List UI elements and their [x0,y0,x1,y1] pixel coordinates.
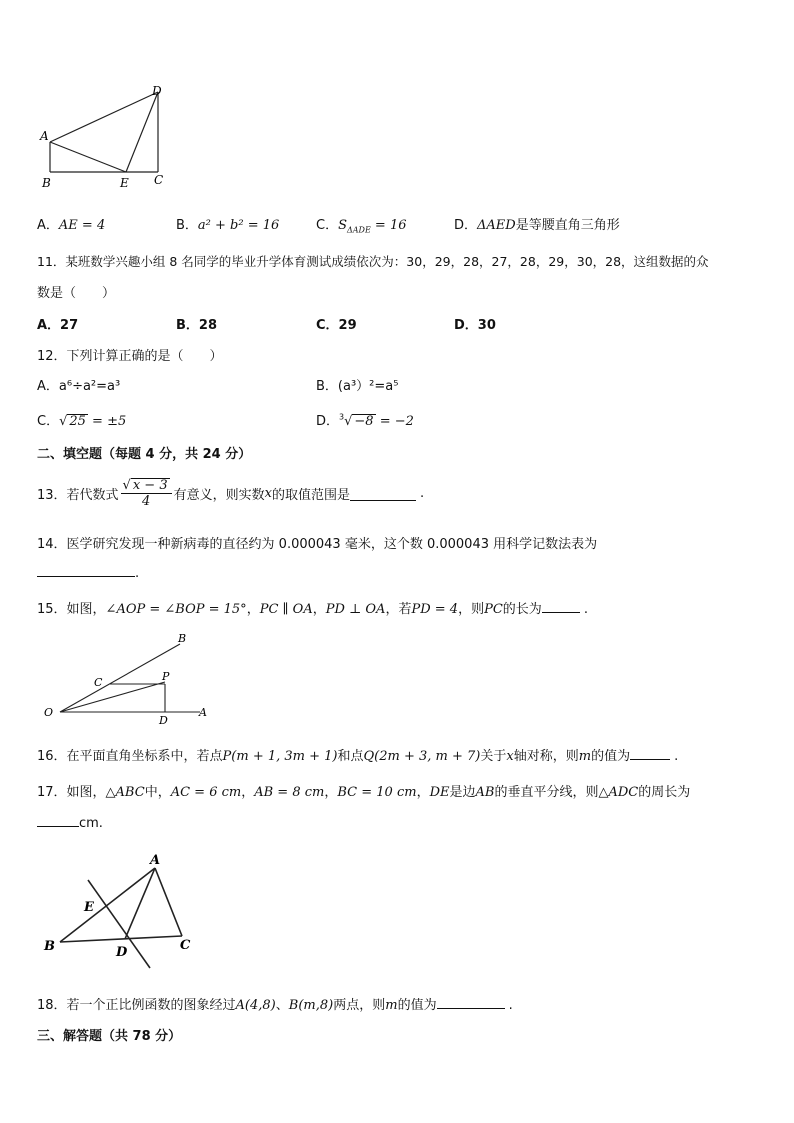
q11-line2: 数是（ ） [37,286,116,301]
q13-denominator: 4 [141,493,151,509]
label-e: E [84,900,94,915]
q15-c2: ， [312,602,326,617]
q12-option-c: C．√ 25 = ±5 [37,414,127,429]
q16-mid2: 关于 [480,749,507,764]
q16-point-p: P(m + 1, 3m + 1) [222,749,338,764]
q17-post: 的周长为 [638,785,691,800]
q13-answer-blank[interactable] [350,486,416,501]
q15 [37,598,588,617]
q15-pre: 15．如图， [37,602,106,617]
q12-d-radicand: −8 [354,414,374,429]
label-e: E [120,176,129,190]
q10-option-c [316,214,407,235]
q11-option-b: B．28 [176,318,217,333]
q16-var: m [578,749,592,764]
q16-axis: x [506,749,514,764]
q10-b-math: a² + b² = 16 [197,218,280,233]
q10-d-letter: D． [454,218,478,233]
q16-post: 的值为 [591,749,631,764]
q12-option-a: A．a⁶÷a²=a³ [37,379,121,394]
q15-m1: ∠AOP = ∠BOP = 15° [105,602,247,617]
q10-c-letter: C． [316,218,339,233]
q12-d-rest: = −2 [375,414,414,429]
q17-tri: △ABC [105,785,145,800]
q16-point-q: Q(2m + 3, m + 7) [363,749,481,764]
q18-sep: 、 [275,998,289,1013]
q18-pre: 18．若一个正比例函数的图象经过 [37,998,236,1013]
q10-c-s: S [338,218,347,233]
q17-bc: BC = 10 cm [337,785,417,800]
q17-c1: ， [241,785,255,800]
q17-pre: 17．如图， [37,785,106,800]
q13-numerator: x − 3 [132,477,168,493]
q10-option-a [37,214,105,233]
q10-option-b [176,214,279,233]
q10-c-rest: = 16 [370,218,407,233]
figure-triangle-abc [40,850,210,975]
q16-pre: 16．在平面直角坐标系中，若点 [37,749,223,764]
q17-line1 [37,781,690,800]
q15-m3: PD ⊥ OA [325,602,386,617]
q15-c3: ，若 [385,602,412,617]
q10-d-math: ΔAED [477,218,516,233]
q18-end: . [508,998,513,1013]
label-p: P [162,670,170,683]
q15-c4: ，则 [458,602,485,617]
q16-mid: 和点 [337,749,364,764]
section-3-heading: 三、解答题（共 78 分） [37,1029,182,1044]
q10-a-letter: A． [37,218,59,233]
q13-pre: 13．若代数式 [37,487,119,503]
section-2-heading: 二、填空题（每题 4 分，共 24 分） [37,447,252,462]
q17-mid2: 的垂直平分线，则 [494,785,599,800]
q11-option-a: A．27 [37,318,79,333]
q13 [37,472,424,514]
figure-quadrilateral [36,82,176,192]
q17-c2: ， [324,785,338,800]
q17-de: DE [429,785,450,800]
label-c: C [154,173,164,187]
q13-end: . [419,485,425,501]
q12-c-radicand: 25 [69,414,86,429]
label-a: A [40,129,49,143]
q12-d-letter: D． [316,414,340,429]
q17-zh: 中， [144,785,171,800]
label-a: A [150,853,161,868]
q17-answer-blank[interactable] [37,812,79,827]
label-d: D [152,84,162,98]
q17-ab: AB = 8 cm [254,785,325,800]
q11-option-d: D．30 [454,318,496,333]
q13-var: x [264,485,272,501]
label-d: D [159,714,168,725]
q13-fraction: $\frac{√ x - 3}{4}$ [121,478,172,509]
q12-d-index: 3 [339,412,345,422]
q15-m4: PD = 4 [411,602,459,617]
q18-point-b: B(m,8) [288,998,334,1013]
label-c: C [180,938,191,953]
q10-d-text: 是等腰直角三角形 [515,218,620,233]
q12-option-d: D．$^3$√ −8 = −2 [316,412,414,429]
q16 [37,745,678,764]
q14-line2 [37,562,139,581]
q17-c3: ， [416,785,430,800]
q10-option-d [454,214,620,233]
q13-post: 的取值范围是 [271,487,350,503]
q14-answer-blank[interactable] [37,562,135,577]
q16-mid3: 轴对称，则 [513,749,579,764]
q15-c1: ， [246,602,260,617]
q11-line1: 11．某班数学兴趣小组 8 名同学的毕业升学体育测试成绩依次为：30，29，28，27，28，29，30，28，这组数据的众 [37,254,709,269]
q12-c-rest: = ±5 [87,414,127,429]
q15-end: . [583,602,588,617]
q18-point-a: A(4,8) [235,998,276,1013]
q17-ac: AC = 6 cm [170,785,242,800]
q18-answer-blank[interactable] [437,994,505,1009]
q12-option-b: B．(a³）²=a⁵ [316,379,399,394]
q17-line2 [37,812,103,831]
q15-answer-blank[interactable] [542,598,580,613]
label-d: D [116,945,128,960]
q12-c-letter: C． [37,414,60,429]
q15-m2: PC ∥ OA [259,602,313,617]
label-c: C [94,676,103,689]
q18-mid: 两点，则 [333,998,386,1013]
q17-abv: AB [475,785,495,800]
q18-var: m [385,998,398,1013]
q10-a-math: AE = 4 [58,218,106,233]
q17-unit: cm. [79,816,103,831]
q16-end: . [674,749,679,764]
figure-angle-opa [40,630,215,725]
label-b: B [178,632,187,645]
label-o: O [44,706,54,719]
label-b: B [44,939,55,954]
q16-answer-blank[interactable] [630,745,670,760]
q18-post: 的值为 [397,998,437,1013]
q15-post: 的长为 [502,602,542,617]
q17-adc: △ADC [598,785,639,800]
label-a: A [199,706,207,719]
q11-option-c: C．29 [316,318,357,333]
q10-b-letter: B． [176,218,198,233]
q17-mid: 是边 [449,785,476,800]
label-b: B [42,176,51,190]
q15-m5: PC [484,602,503,617]
q13-mid: 有意义，则实数 [173,487,265,503]
q14-line1: 14．医学研究发现一种新病毒的直径约为 0.000043 毫米，这个数 0.000043 用科学记数法表为 [37,537,598,552]
q10-c-sub: ΔADE [346,225,371,235]
q18 [37,994,513,1013]
q14-end: . [135,566,140,581]
q12-stem: 12．下列计算正确的是（ ） [37,349,223,364]
